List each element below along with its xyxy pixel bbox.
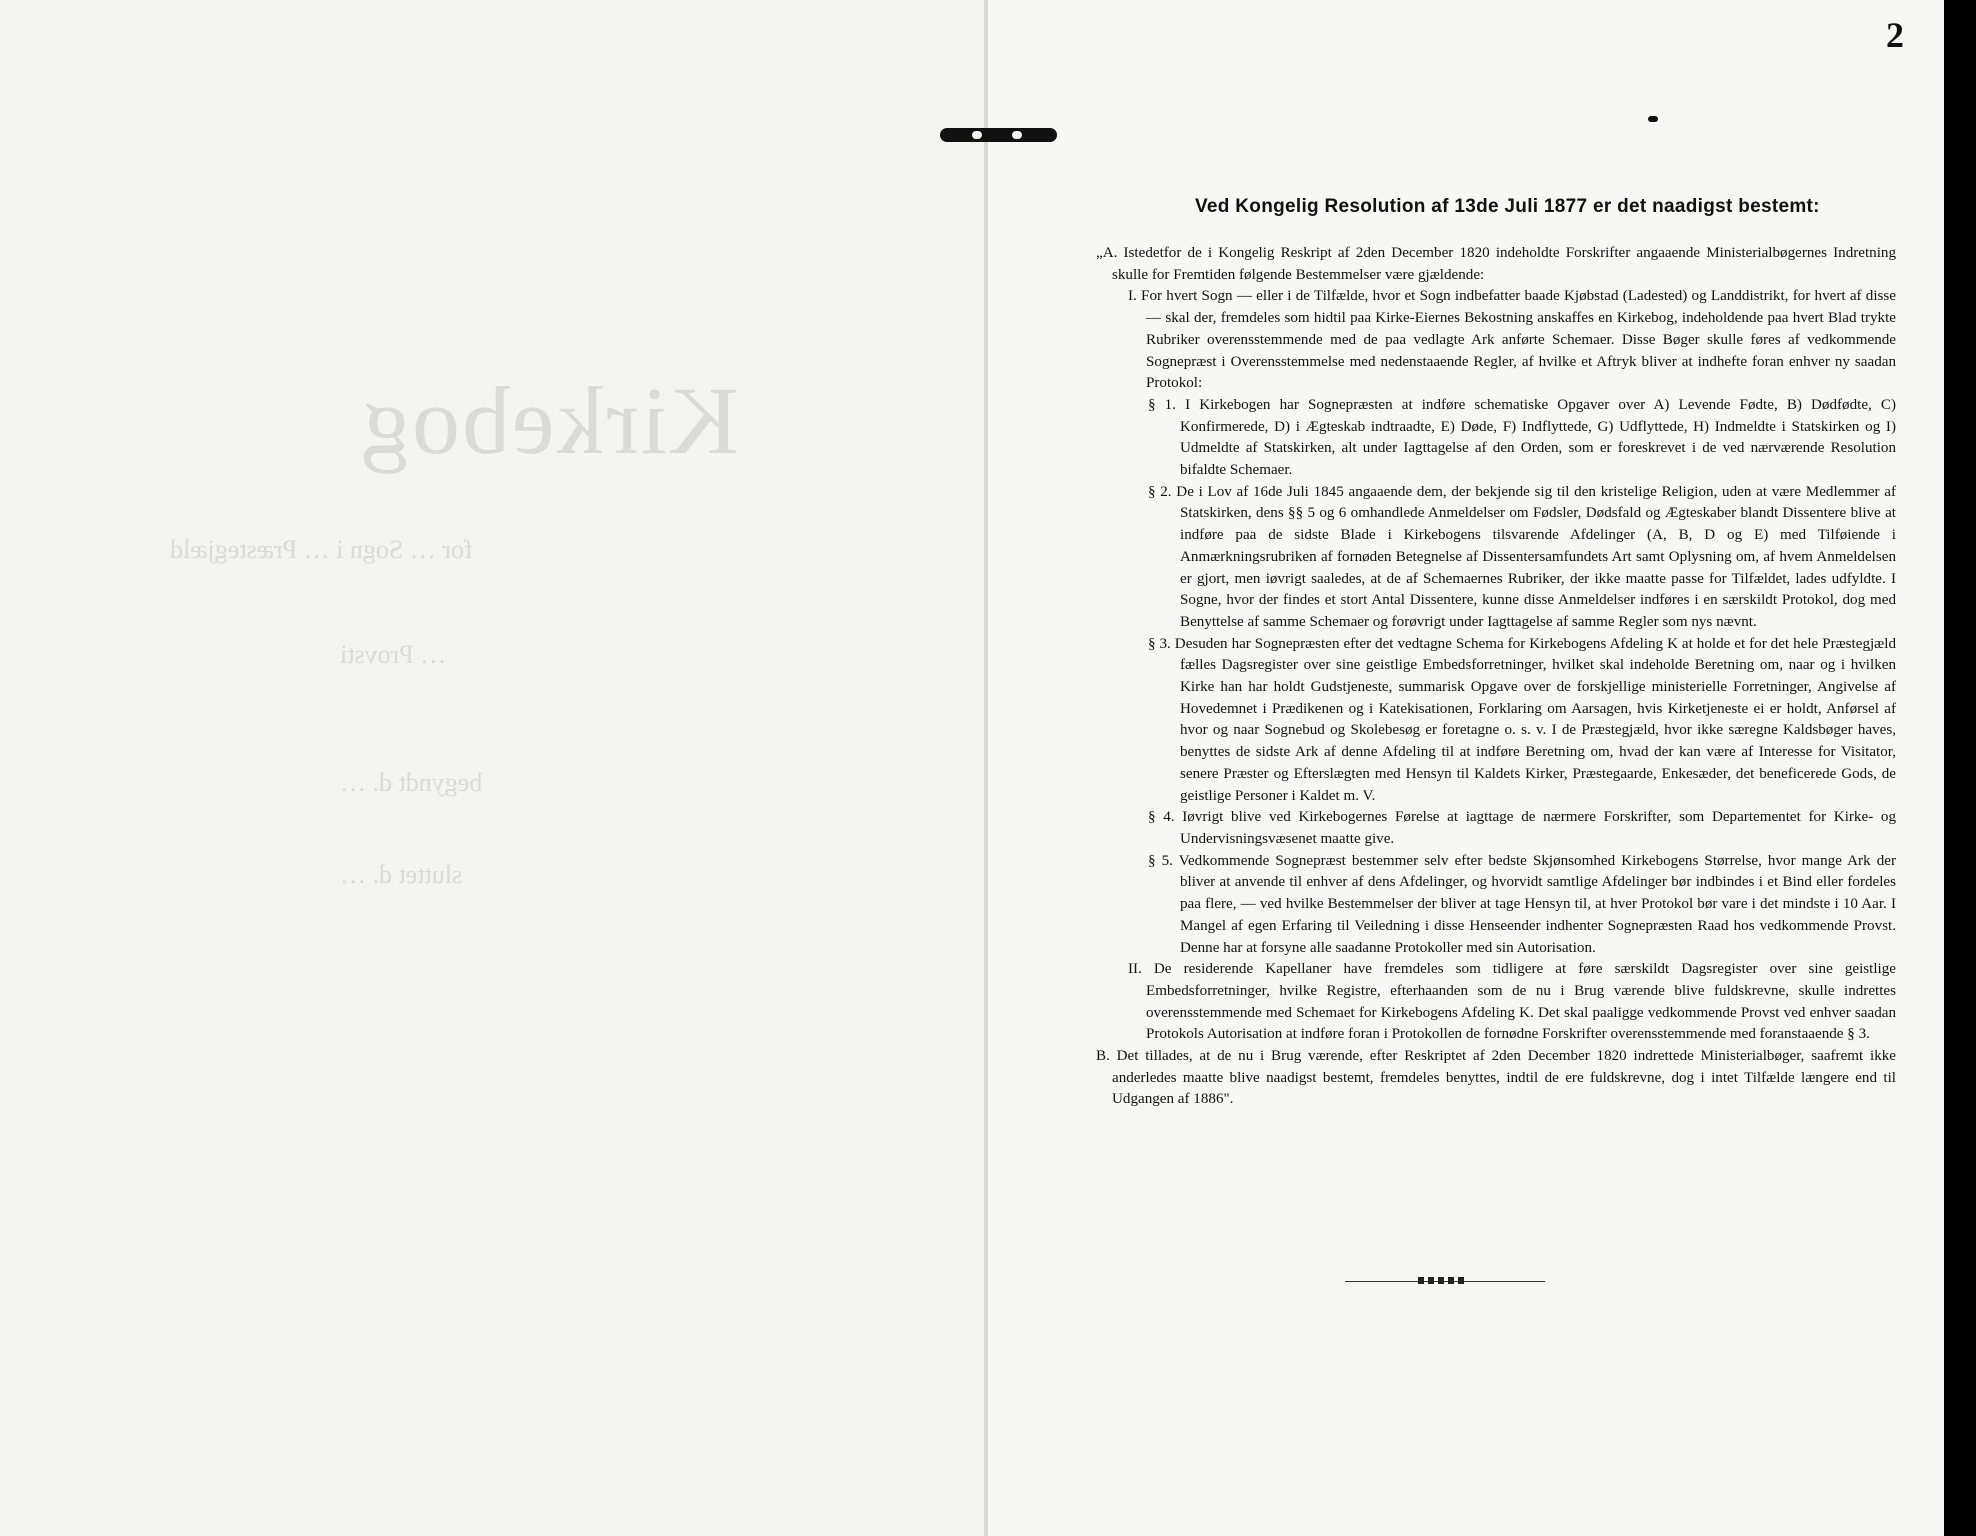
show-through-line: for … Sogn i … Præstegjæld: [170, 535, 473, 564]
paragraph-section-2: § 2. De i Lov af 16de Juli 1845 angaaende dem, der bekjende sig til den kristelige Religion, uden at være Medlemmer af Statskirken, dens §§ 5 og 6 omhandlede Anmeldelser om Fødsler, Dødsfald og Ægteskaber blandt Dissentere blive at indføre paa de sidste Blade i Kirkebogens tilsvarende Afdelinger (A, B, D og E) med Tilføiende i Anmærkningsrubriken af fornøden Betegnelse af Dissentersamfundets Art samt Oplysning om, af hvem Anmeldelsen er gjort, men iøvrigt saaledes, at de af Schemaernes Rubriker, der ikke maatte passe for Tilfældet, lades udfyldte. I Sogne, hvor der findes et stort Antal Dissentere, kunne disse Anmeldelser indføres i en særskildt Protokol, dog med Benyttelse af samme Schemaer og forøvrigt under Iagttagelse af samme Regler som nys nævnt.: [1148, 483, 1896, 630]
closing-ornament: [1418, 1277, 1468, 1284]
show-through-line: begyndt d. …: [340, 768, 483, 797]
scan-edge: [1944, 0, 1976, 1536]
paragraph-section-3: § 3. Desuden har Sognepræsten efter det vedtagne Schema for Kirkebogens Afdeling K at holde et for det hele Præstegjæld fælles Dagsregister over sine geistlige Embedsforretninger, hvilket skal indeholde Beretning om, naar og i hvilken Kirke han har holdt Gudstjeneste, summarisk Opgave over de forskjellige ministerielle Forretninger, Angivelse af Hovedemnet i Prædikenen og i Katekisationen, Forklaring om Aarsagen, hvis Kirketjeneste ei er holdt, Anførsel af hvor og naar Sognebud og Skolebesøg er foretagne o. s. v. I de Præstegjæld, hvor ikke særegne Kaldsbøger haves, benyttes de sidste Ark af denne Afdeling til at indføre Beretning om, hvad der kan være af Interesse for Visitator, senere Præster og Efterslægten med Hensyn til Kaldets Kirker, Præstegaarde, Enkesæder, det beneficerede Gods, de geistlige Personer i Kaldet m. V.: [1148, 635, 1896, 804]
resolution-heading: Ved Kongelig Resolution af 13de Juli 1877 er det naadigst bestemt:: [1195, 196, 1820, 217]
show-through-line: sluttet d. …: [340, 860, 463, 889]
resolution-body: [1096, 243, 1896, 1111]
show-through-title: Kirkebog: [360, 367, 739, 474]
paragraph-b: B. Det tillades, at de nu i Brug værende, efter Reskriptet af 2den December 1820 indrettede Ministerialbøger, saafremt ikke anderledes maatte blive naadigst bestemt, fremdeles benyttes, indtil de ere fuldskrevne, dog i intet Tilfælde længere end til Udgangen af 1886".: [1096, 1048, 1896, 1108]
page-number: 2: [1886, 15, 1904, 55]
ornament-mark: [942, 128, 1057, 142]
ink-dot: [1648, 116, 1658, 122]
left-page: [0, 0, 984, 1536]
paragraph-section-4: § 4. Iøvrigt blive ved Kirkebogernes Førelse at iagttage de nærmere Forskrifter, som Departementet for Kirke- og Undervisningsvæsenet maatte give.: [1148, 809, 1896, 847]
paragraph-section-1: § 1. I Kirkebogen har Sognepræsten at indføre schematiske Opgaver over A) Levende Fødte, B) Dødfødte, C) Konfirmerede, D) i Ægteskab indtraadte, E) Døde, F) Indflyttede, G) Udflyttede, H) Indmeldte i Statskirken og I) Udmeldte af Statskirken, alt under Iagttagelse af den Orden, som er foreskrevet i de ved nærværende Resolution bifaldte Schemaer.: [1148, 396, 1896, 479]
paragraph-i: I. For hvert Sogn — eller i de Tilfælde, hvor et Sogn indbefatter baade Kjøbstad (Ladested) og Landdistrikt, for hvert af disse — skal der, fremdeles som hidtil paa Kirke-Eiernes Bekostning anskaffes en Kirkebog, indeholdende paa hvert Blad trykte Rubriker overensstemmende med de paa vedlagte Ark anførte Schemaer. Disse Bøger skulle føres af vedkommende Sognepræst i Overensstemmelse med nedenstaaende Regler, af hvilke et Aftryk bliver at indhefte foran enhver ny saadan Protokol:: [1128, 288, 1896, 392]
paragraph-section-5: § 5. Vedkommende Sognepræst bestemmer selv efter bedste Skjønsomhed Kirkebogens Størrelse, hvor mange Ark der bliver at anvende til enhver af dens Afdelinger, og hvorvidt samtlige Afdelinger bør indbindes i et Bind eller fordeles paa flere, — ved hvilke Bestemmelser der bliver at tage Hensyn til, at hver Protokol bør vare i det mindste i 10 Aar. I Mangel af egen Erfaring til Veiledning i disse Henseender indhenter Sognepræsten Raad hos vedkommende Provst. Denne har at forsyne alle saadanne Protokoller med sin Autorisation.: [1148, 852, 1896, 956]
show-through-line: … Provsti: [340, 640, 447, 669]
paragraph-ii: II. De residerende Kapellaner have fremdeles som tidligere at føre særskildt Dagsregister over sine geistlige Embedsforretninger, hvilke Registre, efterhaanden som de nu i Brug værende blive fuldskrevne, skulle indrettes overensstemmende med Schemaet for Kirkebogens Afdeling K. Det skal paaligge vedkommende Provst ved enhver saadan Protokols Autorisation at indføre foran i Protokollen de fornødne Forskrifter overensstemmende med foranstaaende § 3.: [1128, 961, 1896, 1043]
paragraph-a: „A. Istedetfor de i Kongelig Reskript af 2den December 1820 indeholdte Forskrifter angaaende Ministerialbøgernes Indretning skulle for Fremtiden følgende Bestemmelser være gjældende:: [1096, 245, 1896, 283]
